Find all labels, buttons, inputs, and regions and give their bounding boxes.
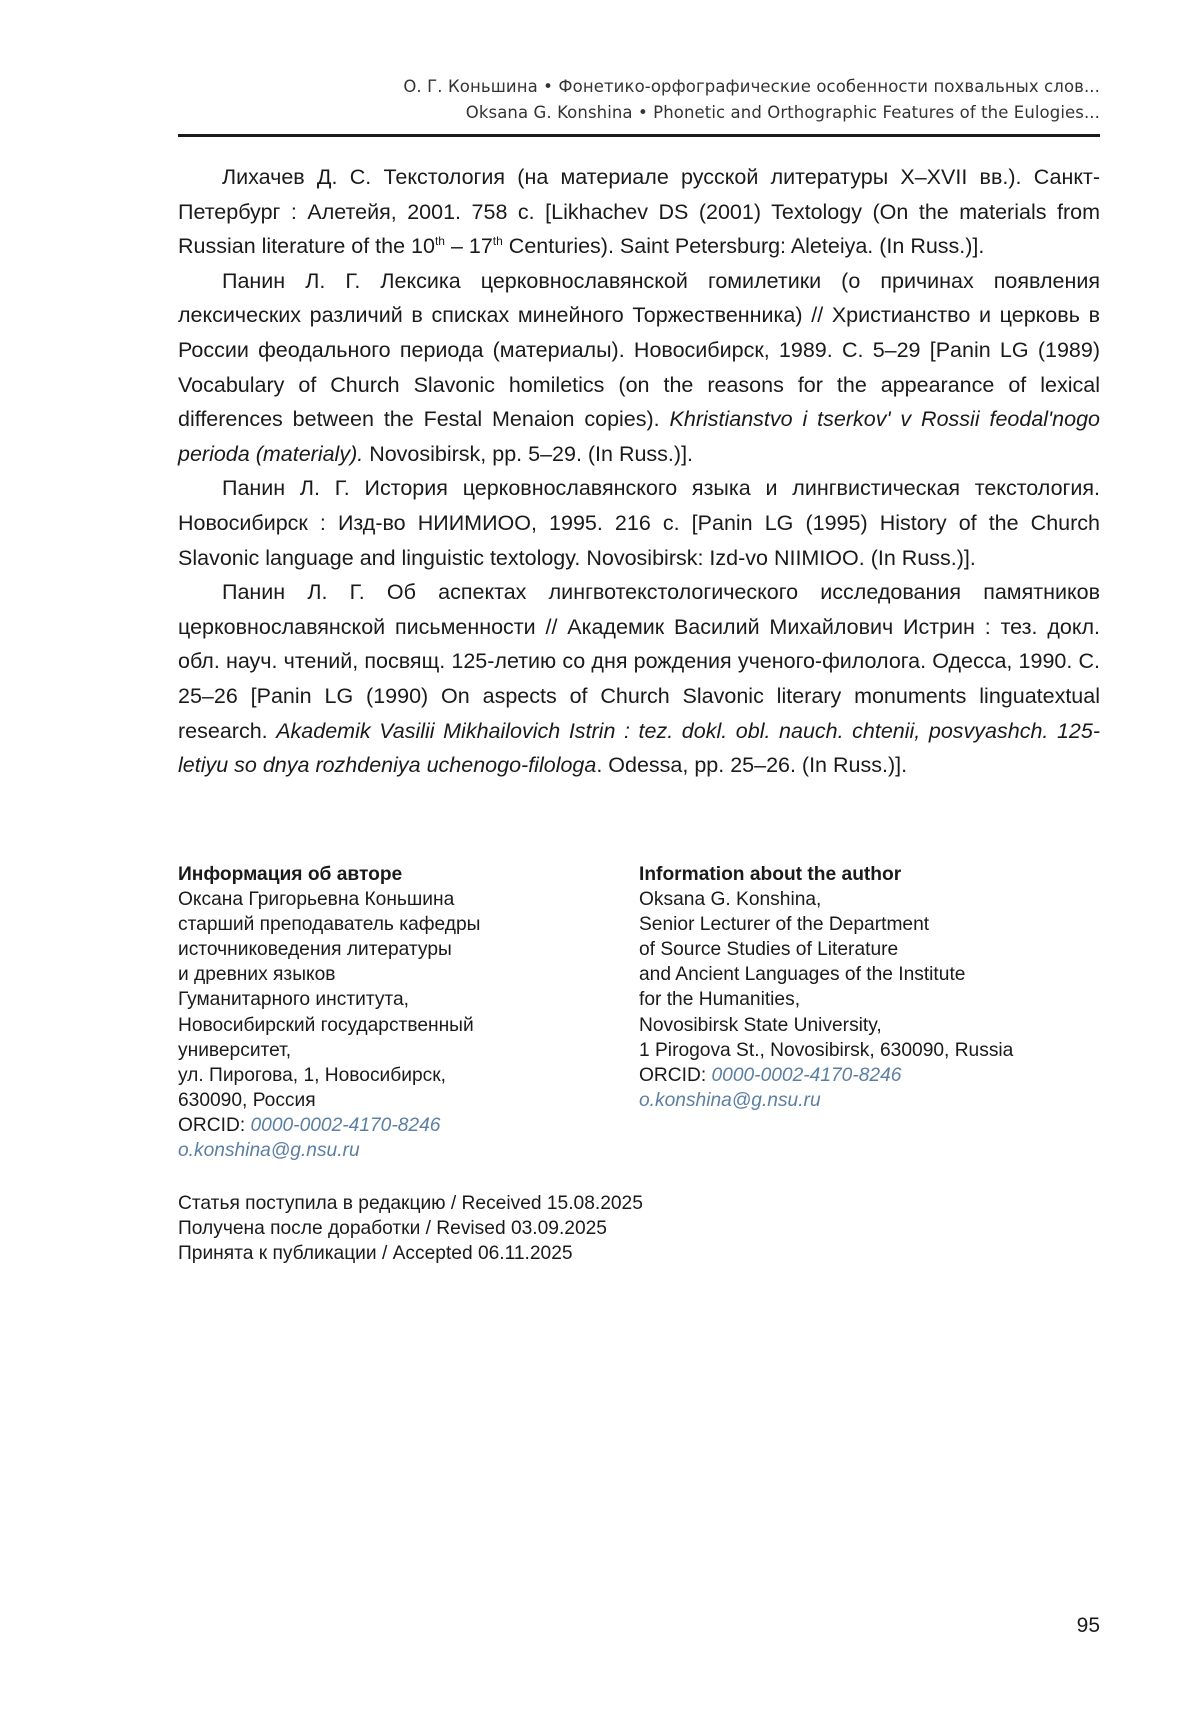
author-ru-line: ул. Пирогова, 1, Новосибирск, (178, 1064, 446, 1086)
reference-panin-1990-source-title: Akademik Vasilii Mikhailovich Istrin : tez. dokl. obl. nauch. chtenii, posvyashch. 125-letiyu so dnya rozhdeniya uchenogo-filologa (178, 718, 1100, 778)
author-en-line: Novosibirsk State University, (639, 1014, 882, 1036)
author-info-ru (178, 862, 618, 1163)
author-en-line: Oksana G. Konshina, (639, 889, 822, 911)
author-en-orcid-row (639, 1063, 1100, 1088)
reference-panin-1989-text-a: Панин Л. Г. Лексика церковнославянской гомилетики (о причинах появления лексических различий в списках минейного Торжественника) // Христианство и церковь в России феодального периода (материалы). Новосибирск, 1989. С. 5–29 [Panin LG (1989) Vocabulary of Church Slavonic homiletics (on the reasons for the appearance of lexical differences between the Festal Menaion copies). (178, 268, 1100, 432)
reference-panin-1995 (178, 471, 1100, 575)
reference-likhachev (178, 160, 1100, 264)
superscript-th-1: th (434, 234, 445, 249)
accepted-date: Принята к публикации / Accepted 06.11.2025 (178, 1243, 573, 1265)
author-en-line: Senior Lecturer of the Department (639, 914, 930, 936)
reference-panin-1989 (178, 264, 1100, 472)
article-dates (178, 1191, 1100, 1266)
received-date: Статья поступила в редакцию / Received 15.08.2025 (178, 1193, 643, 1214)
author-en-line: 1 Pirogova St., Novosibirsk, 630090, Russia (639, 1039, 1014, 1061)
orcid-link[interactable]: 0000-0002-4170-8246 (711, 1064, 902, 1086)
author-info-en-heading: Information about the author (639, 864, 902, 885)
superscript-th-2: th (492, 234, 503, 249)
running-header-ru: О. Г. Коньшина • Фонетико-орфографические особенности похвальных слов... (403, 77, 1100, 96)
author-ru-line: источниковедения литературы (178, 939, 452, 961)
author-ru-line: университет, (178, 1039, 292, 1061)
author-info-ru-heading: Информация об авторе (178, 864, 403, 885)
page-number: 95 (1076, 1614, 1100, 1637)
reference-panin-1989-source-title: Khristianstvo i tserkov' v Rossii feodal'nogo perioda (materialy). (178, 407, 1100, 466)
email-link[interactable]: o.konshina@g.nsu.ru (178, 1140, 360, 1162)
author-en-line: and Ancient Languages of the Institute (639, 964, 966, 986)
references-list (178, 160, 1100, 783)
author-ru-line: старший преподаватель кафедры (178, 914, 481, 936)
reference-panin-1990 (178, 575, 1100, 783)
author-ru-line: Оксана Григорьевна Коньшина (178, 889, 455, 911)
running-header (178, 74, 1100, 126)
reference-panin-1990-text-a: Панин Л. Г. Об аспектах лингвотекстологического исследования памятников церковнославянской письменности // Академик Василий Михайлович Истрин : тез. докл. обл. науч. чтений, посвящ. 125-летию со дня рождения ученого-филолога. Одесса, 1990. С. 25–26 [Panin LG (1990) On aspects of Church Slavonic literary monuments linguatextual research. (178, 580, 1100, 743)
author-en-line: for the Humanities, (639, 989, 801, 1011)
author-ru-line: Новосибирский государственный (178, 1014, 474, 1036)
author-ru-line: и древних языков (178, 964, 336, 986)
running-header-en: Oksana G. Konshina • Phonetic and Orthographic Features of the Eulogies... (465, 103, 1100, 122)
orcid-label: ORCID: (178, 1114, 251, 1136)
author-info-en (639, 862, 1100, 1113)
orcid-label: ORCID: (639, 1064, 712, 1086)
header-rule (178, 134, 1100, 137)
email-link[interactable]: o.konshina@g.nsu.ru (639, 1089, 821, 1111)
reference-panin-1995-text: Панин Л. Г. История церковнославянского языка и лингвистическая текстология. Новосибирск : Изд-во НИИМИОО, 1995. 216 с. [Panin LG (1995) History of the Church Slavonic language and linguistic textology. Novosibirsk: Izd-vo NIIMIOO. (In Russ.)]. (178, 476, 1100, 570)
reference-likhachev-text-b: – 17 (444, 234, 493, 259)
author-ru-line: Гуманитарного института, (178, 989, 410, 1011)
author-ru-line: 630090, Россия (178, 1089, 316, 1111)
reference-panin-1990-text-b: . Odessa, pp. 25–26. (In Russ.)]. (596, 753, 908, 778)
reference-likhachev-text-a: Лихачев Д. С. Текстология (на материале русской литературы X–XVII вв.). Санкт-Петербург : Алетейя, 2001. 758 с. [Likhachev DS (2001) Textology (On the materials from Russian literature of the 10 (178, 165, 1100, 259)
author-ru-orcid-row (178, 1113, 618, 1138)
revised-date: Получена после доработки / Revised 03.09.2025 (178, 1218, 607, 1240)
orcid-link[interactable]: 0000-0002-4170-8246 (250, 1114, 441, 1136)
author-en-line: of Source Studies of Literature (639, 939, 899, 961)
reference-panin-1989-text-b: Novosibirsk, pp. 5–29. (In Russ.)]. (363, 441, 694, 466)
reference-likhachev-text-c: Centuries). Saint Petersburg: Aleteiya. (In Russ.)]. (502, 234, 985, 259)
